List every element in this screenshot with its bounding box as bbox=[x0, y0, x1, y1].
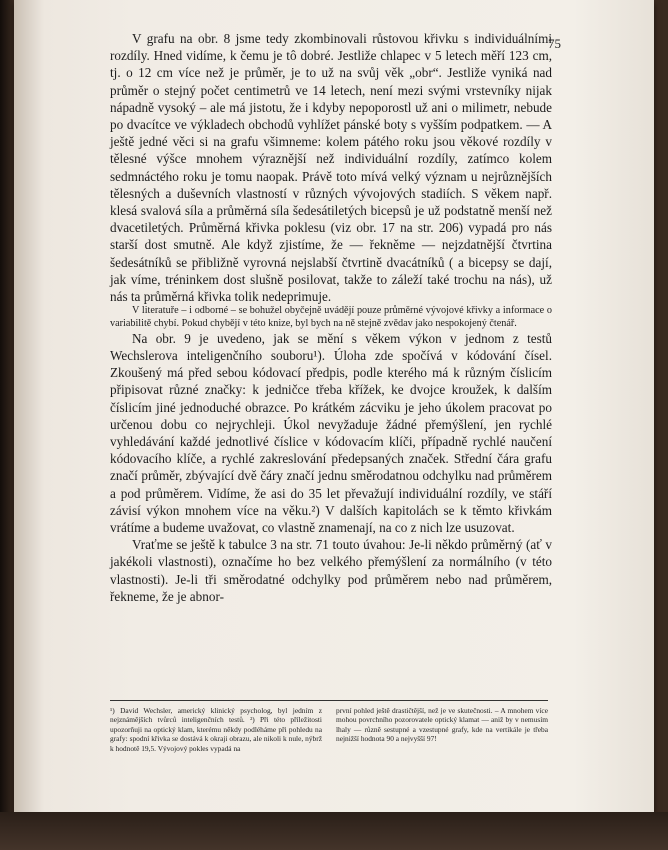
footnote-column-left bbox=[110, 706, 322, 753]
background-surface bbox=[0, 812, 668, 850]
paragraph-literature-note: V literatuře – i odborné – se bohužel obyčejně uvádějí pouze průměrné vývojové křivky a informace o variabilitě chybí. Pokud chybějí v této knize, byl bych na ně stejně zvědav jako nespokojený čtenář. bbox=[110, 305, 552, 329]
footnote-text-right: první pohled ještě drastičtější, než je ve skutečnosti. – A mnohem více mohou povrchního pozorovatele optický klamat — aniž by v nemusím lhaly — různě sestupné a vzestupné grafy, kde na vertikále je třeba nejnižší hodnota 90 a nejvyšší 97! bbox=[336, 706, 548, 744]
footnote-divider bbox=[110, 700, 548, 701]
paragraph-wechsler-test: Na obr. 9 je uvedeno, jak se mění s věkem výkon v jednom z testů Wechslerova inteligenčního souboru¹). Úloha zde spočívá v kódování čísel. Zkoušený má před sebou kódovací předpis, podle kterého má k různým číslicím připisovat různé značky: k jedničce třeba křížek, ke dvojce kroužek, k dalším číslicím jiné jednoduché obrazce. Po krátkém zácviku je jeho úkolem pracovat po určenou dobu co nejrychleji. Úkol nevyžaduje žádné přemýšlení, jen rychlé vyhledávání každé jednotlivé číslice v kódovacím klíči, případně rychlé naučení kódovacího klíče, a rychlé zakreslování předepsaných značek. Střední čára grafu značí průměr, zbývající dvě čáry značí jednu směrodatnou odchylku nad průměrem a pod průměrem. Vidíme, že asi do 35 let převažují individuální rozdíly, ve stáří závisí výkon mnohem více na věku.²) V dalších kapitolách se k těmto křivkám vrátíme a budeme uvažovat, co vlastně znamenají, na co z nich lze usuzovat. bbox=[110, 330, 552, 536]
book-gutter-shadow bbox=[0, 0, 14, 850]
footnote-column-right bbox=[336, 706, 548, 753]
paragraph-growth-curve: V grafu na obr. 8 jsme tedy zkombinovali růstovou křivku s individuálními rozdíly. Hned vidíme, k čemu je tô dobré. Jestliže chlapec v 5 letech měří 123 cm, tj. o 12 cm více než je průměr, je to už na svůj věk „obr“. Jestliže vyniká nad průměr o stejný počet centimetrů ve 14 letech, není mezi svými vrstevníky nijak nápadně vysoký – ale má jistotu, že i kdyby nepoporostl už ani o milimetr, nebude po dvacítce ve výkladech obchodů vyhlížet pánské boty s vyšším podpatkem. — A ještě jedné věci si na grafu všimneme: kolem pátého roku jsou věkové rozdíly v tělesné výšce mnohem výraznější než individuální rozdíly, zatímco kolem sedmnáctého roku je tomu naopak. Právě toto mívá velký význam u nejrůznějších tělesných a duševních vlastností v různých vývojových stadiích. S věkem např. klesá svalová síla a průměrná síla šedesátiletých bicepsů je už podstatně menší než dvacetiletých. Průměrná křivka poklesu (viz obr. 17 na str. 206) vypadá pro nás starší dost smutně. Ale když zjistíme, že — řekněme — nejzdatnější čtvrtina šedesátníků se přibližně vyrovná nejslabší čtvrtině dvacátníků ( a bicepsy se dají, jak víme, tréninkem dost slušně posilovat, takže to záleží také trochu na nás), už nás ta průměrná křivka tolik nedeprimuje. bbox=[110, 31, 552, 305]
main-text bbox=[110, 30, 552, 605]
footnote-text-left: ¹) David Wechsler, americký klinický psycholog, byl jedním z nejznámějších tvůrců inteligenčních testů. ²) Při této příležitosti upozorňuji na optický klam, kterému někdy podléháme při pohledu na grafy: spodní křivka se dostává k okraji obrazu, ale nikoli k nule, nýbrž k hodnotě 19,5. Vývojový pokles vypadá na bbox=[110, 706, 322, 753]
footnotes bbox=[110, 706, 548, 753]
paragraph-table-reference: Vraťme se ještě k tabulce 3 na str. 71 touto úvahou: Je-li někdo průměrný (ať v jakékoli vlastnosti), označíme ho bez velkého přemýšlení za normálního (v této vlastnosti). Je-li tři směrodatné odchylky pod průměrem nebo nad průměrem, řekneme, že je abnor- bbox=[110, 537, 552, 604]
page-number: 75 bbox=[548, 36, 561, 51]
